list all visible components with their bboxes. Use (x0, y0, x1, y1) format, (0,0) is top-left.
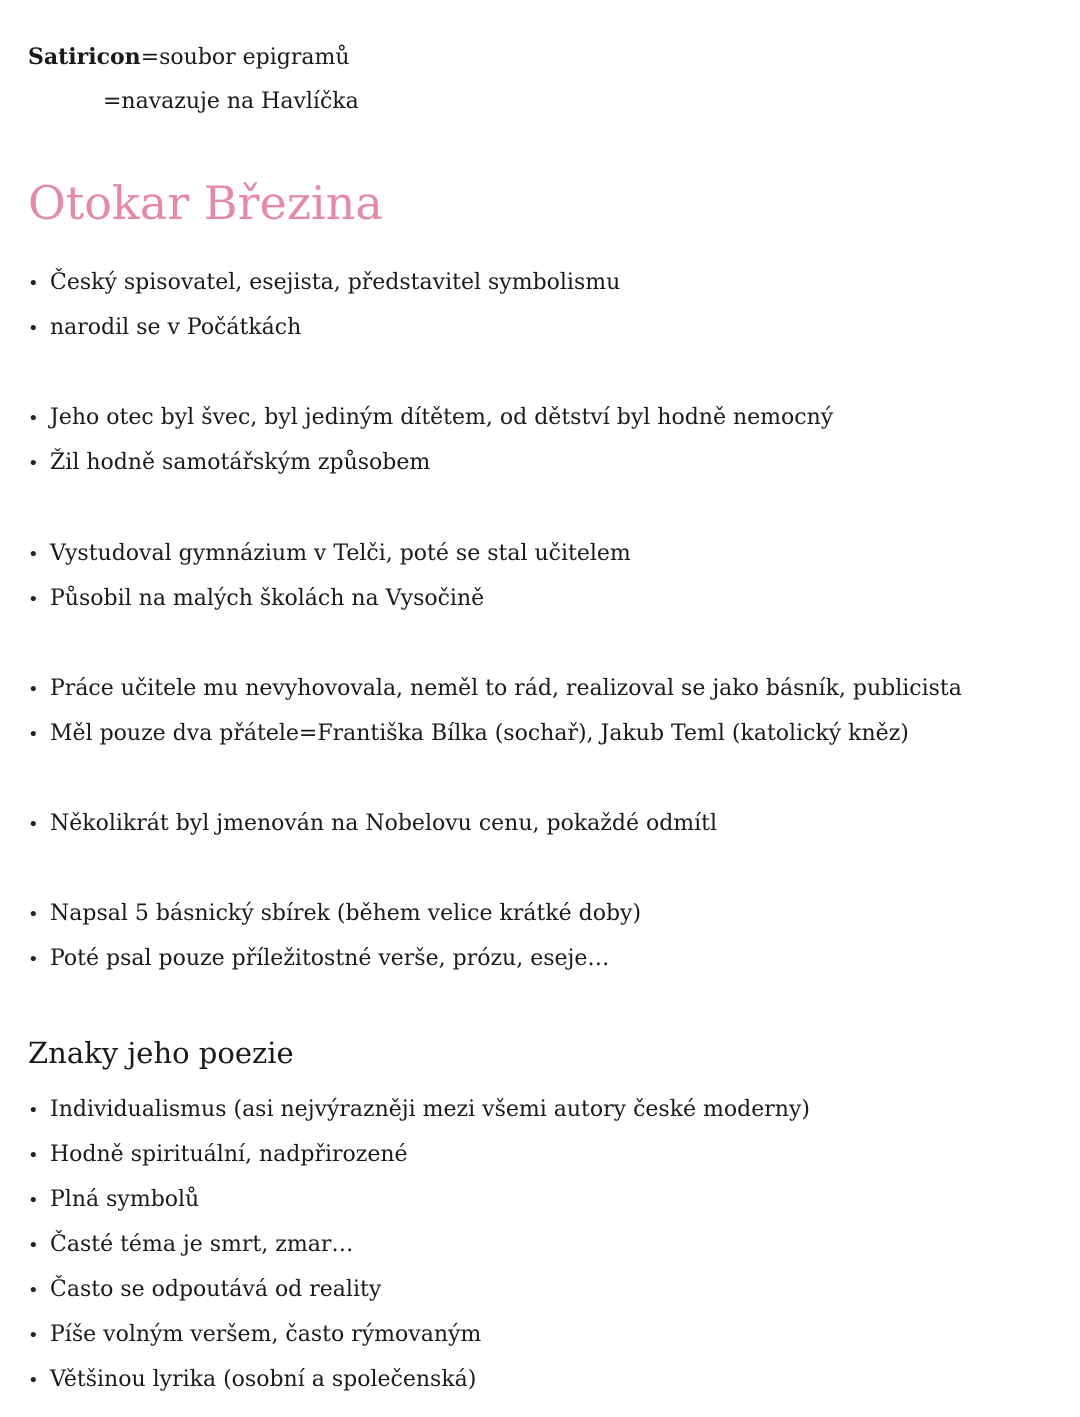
list-item (28, 1365, 476, 1396)
list-item (28, 1185, 199, 1216)
list-item (28, 1095, 810, 1126)
bullet-icon: • (28, 1145, 39, 1166)
bullet-icon: • (28, 949, 39, 970)
list-item (28, 313, 301, 344)
list-item (28, 539, 631, 570)
bullet-icon: • (28, 1190, 39, 1211)
intro-line-continuation: =navazuje na Havlíčka (103, 89, 359, 114)
list-item (28, 1140, 408, 1171)
list-item (28, 809, 717, 840)
list-item-text: Poté psal pouze příležitostné verše, prózu, eseje… (50, 946, 610, 971)
list-item-text: Napsal 5 básnický sbírek (během velice krátké doby) (50, 901, 642, 926)
bullet-icon: • (28, 1235, 39, 1256)
list-item (28, 944, 609, 975)
bullet-icon: • (28, 544, 39, 565)
list-item-text: Časté téma je smrt, zmar… (50, 1232, 354, 1257)
list-item-text: Často se odpoutává od reality (50, 1277, 382, 1302)
list-item (28, 899, 641, 930)
list-item-text: Individualismus (asi nejvýrazněji mezi všemi autory české moderny) (50, 1097, 810, 1122)
intro-line-satiricon (28, 42, 350, 73)
list-item-text: Působil na malých školách na Vysočině (50, 586, 485, 611)
intro-term: Satiricon (28, 44, 141, 70)
list-item-text: Český spisovatel, esejista, představitel symbolismu (50, 270, 621, 295)
section-heading-poetry: Znaky jeho poezie (28, 1036, 294, 1070)
bullet-icon: • (28, 814, 39, 835)
bullet-icon: • (28, 318, 39, 339)
list-item (28, 1275, 381, 1306)
list-item-text: Píše volným veršem, často rýmovaným (50, 1322, 482, 1347)
bullet-icon: • (28, 273, 39, 294)
bullet-icon: • (28, 724, 39, 745)
page-title: Otokar Březina (28, 176, 383, 230)
bullet-icon: • (28, 453, 39, 474)
intro-definition: =soubor epigramů (140, 45, 350, 70)
list-item-text: Práce učitele mu nevyhovovala, neměl to rád, realizoval se jako básník, publicista (50, 676, 962, 701)
list-item-text: Vystudoval gymnázium v Telči, poté se stal učitelem (50, 541, 631, 566)
list-item-text: Hodně spirituální, nadpřirozené (50, 1142, 408, 1167)
bullet-icon: • (28, 679, 39, 700)
bullet-icon: • (28, 904, 39, 925)
list-item (28, 584, 484, 615)
bullet-icon: • (28, 408, 39, 429)
bullet-icon: • (28, 1370, 39, 1391)
list-item-text: Měl pouze dva přátele=Františka Bílka (sochař), Jakub Teml (katolický kněz) (50, 721, 909, 746)
list-item-text: Žil hodně samotářským způsobem (50, 450, 431, 475)
list-item-text: Plná symbolů (50, 1187, 200, 1212)
list-item (28, 1230, 353, 1261)
list-item-text: Většinou lyrika (osobní a společenská) (50, 1367, 477, 1392)
list-item (28, 674, 962, 705)
list-item (28, 403, 833, 434)
list-item-text: Několikrát byl jmenován na Nobelovu cenu, pokaždé odmítl (50, 811, 718, 836)
list-item (28, 268, 620, 299)
bullet-icon: • (28, 589, 39, 610)
list-item-text: narodil se v Počátkách (50, 315, 302, 340)
list-item (28, 719, 909, 750)
bullet-icon: • (28, 1280, 39, 1301)
list-item (28, 448, 430, 479)
bullet-icon: • (28, 1325, 39, 1346)
bullet-icon: • (28, 1100, 39, 1121)
list-item (28, 1320, 481, 1351)
list-item-text: Jeho otec byl švec, byl jediným dítětem, od dětství byl hodně nemocný (50, 405, 834, 430)
